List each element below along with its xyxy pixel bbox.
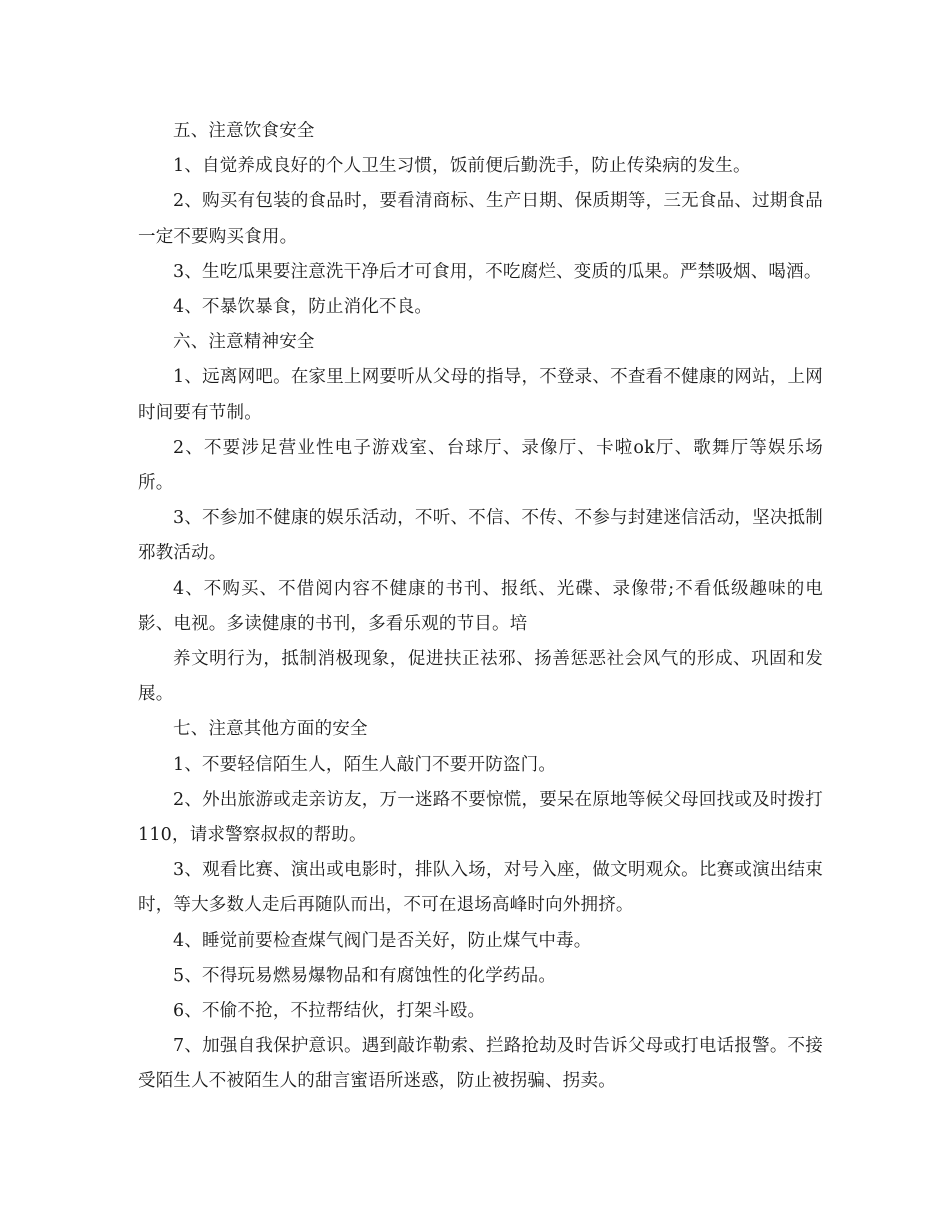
paragraph-other-3: 3、观看比赛、演出或电影时，排队入场，对号入座，做文明观众。比赛或演出结束时，等大多数人走后再随队而出，不可在退场高峰时向外拥挤。	[138, 860, 823, 916]
section-heading-mental-safety: 六、注意精神安全	[173, 332, 315, 353]
document-body	[138, 114, 823, 1100]
section-heading-other-safety: 七、注意其他方面的安全	[173, 719, 368, 740]
paragraph-diet-1: 1、自觉养成良好的个人卫生习惯，饭前便后勤洗手，防止传染病的发生。	[173, 156, 751, 177]
paragraph-other-1: 1、不要轻信陌生人，陌生人敲门不要开防盗门。	[173, 754, 557, 775]
paragraph-mental-4-continued: 养文明行为，抵制消极现象，促进扶正祛邪、扬善惩恶社会风气的形成、巩固和发展。	[138, 649, 823, 705]
paragraph-diet-4: 4、不暴饮暴食，防止消化不良。	[173, 297, 433, 318]
paragraph-mental-4: 4、不购买、不借阅内容不健康的书刊、报纸、光碟、录像带;不看低级趣味的电影、电视。多读健康的书刊，多看乐观的节目。培	[138, 578, 823, 634]
paragraph-mental-3: 3、不参加不健康的娱乐活动，不听、不信、不传、不参与封建迷信活动，坚决抵制邪教活动。	[138, 508, 823, 564]
paragraph-mental-1: 1、远离网吧。在家里上网要听从父母的指导，不登录、不查看不健康的网站，上网时间要有节制。	[138, 367, 823, 423]
paragraph-diet-2: 2、购买有包装的食品时，要看清商标、生产日期、保质期等，三无食品、过期食品一定不要购买食用。	[138, 191, 823, 247]
paragraph-diet-3: 3、生吃瓜果要注意洗干净后才可食用，不吃腐烂、变质的瓜果。严禁吸烟、喝酒。	[173, 261, 822, 282]
paragraph-mental-2: 2、不要涉足营业性电子游戏室、台球厅、录像厅、卡啦ok厅、歌舞厅等娱乐场所。	[138, 437, 823, 494]
paragraph-other-4: 4、睡觉前要检查煤气阀门是否关好，防止煤气中毒。	[173, 930, 592, 951]
paragraph-other-7: 7、加强自我保护意识。遇到敲诈勒索、拦路抢劫及时告诉父母或打电话报警。不接受陌生人不被陌生人的甜言蜜语所迷惑，防止被拐骗、拐卖。	[138, 1036, 823, 1092]
paragraph-other-5: 5、不得玩易燃易爆物品和有腐蚀性的化学药品。	[173, 965, 557, 986]
paragraph-other-6: 6、不偷不抢，不拉帮结伙，打架斗殴。	[173, 1001, 486, 1022]
section-heading-diet-safety: 五、注意饮食安全	[173, 121, 315, 141]
paragraph-other-2: 2、外出旅游或走亲访友，万一迷路不要惊慌，要呆在原地等候父母回找或及时拨打110，请求警察叔叔的帮助。	[138, 789, 823, 846]
